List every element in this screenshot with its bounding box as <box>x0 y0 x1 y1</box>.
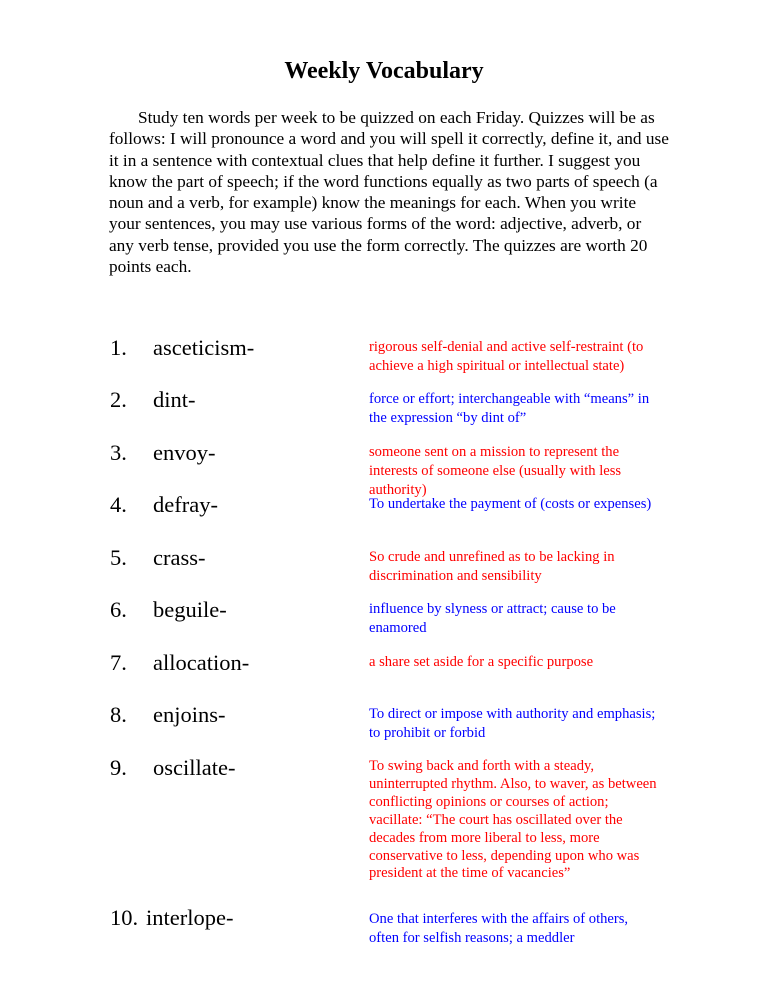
vocab-term-2 <box>110 386 196 414</box>
vocab-number: 5. <box>110 545 127 570</box>
vocab-definition-4: To undertake the payment of (costs or expenses) <box>369 496 652 512</box>
vocab-word: asceticism- <box>153 335 255 360</box>
vocab-definition-9: To swing back and forth with a steady, uninterrupted rhythm. Also, to waver, as between conflicting opinions or courses of action; vacillate: “The court has oscillated over the decades from more liberal to less, more conservative to less, depending upon who was president at the time of vacancies” <box>369 758 657 882</box>
vocab-definition-8: To direct or impose with authority and emphasis; to prohibit or forbid <box>369 706 656 741</box>
vocab-word: crass- <box>153 545 206 570</box>
vocab-definition-5: So crude and unrefined as to be lacking in discrimination and sensibility <box>369 549 615 584</box>
vocab-definition-3: someone sent on a mission to represent the interests of someone else (usually with less authority) <box>369 444 622 498</box>
vocab-number: 6. <box>110 597 127 622</box>
vocab-number: 9. <box>110 755 127 780</box>
vocab-definition-10: One that interferes with the affairs of others, often for selfish reasons; a meddler <box>369 911 629 946</box>
vocab-term-3 <box>110 439 215 467</box>
vocab-number: 1. <box>110 335 127 360</box>
vocab-word: defray- <box>153 492 218 517</box>
vocab-number: 10. <box>110 905 139 930</box>
vocab-number: 8. <box>110 702 127 727</box>
vocab-term-10 <box>110 904 233 932</box>
vocab-word: interlope- <box>146 905 234 930</box>
vocab-definition-1: rigorous self-denial and active self-restraint (to achieve a high spiritual or intellectual state) <box>369 339 644 374</box>
vocab-number: 3. <box>110 440 127 465</box>
intro-paragraph: Study ten words per week to be quizzed on each Friday. Quizzes will be as follows: I will pronounce a word and you will spell it correctly, define it, and use it in a sentence with contextual clues that help define it further. I suggest you know the part of speech; if the word functions equally as two parts of speech (a noun and a verb, for example) know the meanings for each. When you write your sentences, you may use various forms of the word: adjective, adverb, or any verb tense, provided you use the form correctly. The quizzes are worth 20 points each. <box>109 108 669 277</box>
vocab-definition-7: a share set aside for a specific purpose <box>369 654 594 670</box>
vocab-definition-6: influence by slyness or attract; cause to be enamored <box>369 601 616 636</box>
vocab-word: enjoins- <box>153 702 226 727</box>
vocab-word: envoy- <box>153 440 216 465</box>
vocab-number: 2. <box>110 387 127 412</box>
vocab-number: 7. <box>110 650 127 675</box>
vocab-number: 4. <box>110 492 127 517</box>
vocab-term-1 <box>110 334 254 362</box>
vocab-term-6 <box>110 596 227 624</box>
vocab-word: allocation- <box>153 650 250 675</box>
vocab-word: oscillate- <box>153 755 236 780</box>
vocab-definition-2: force or effort; interchangeable with “means” in the expression “by dint of” <box>369 391 650 426</box>
vocab-word: beguile- <box>153 597 227 622</box>
page-title: Weekly Vocabulary <box>284 58 484 84</box>
vocab-term-8 <box>110 701 226 729</box>
vocab-term-4 <box>110 491 218 519</box>
vocab-word: dint- <box>153 387 196 412</box>
vocab-term-5 <box>110 544 205 572</box>
vocab-term-7 <box>110 649 249 677</box>
vocab-term-9 <box>110 754 235 782</box>
